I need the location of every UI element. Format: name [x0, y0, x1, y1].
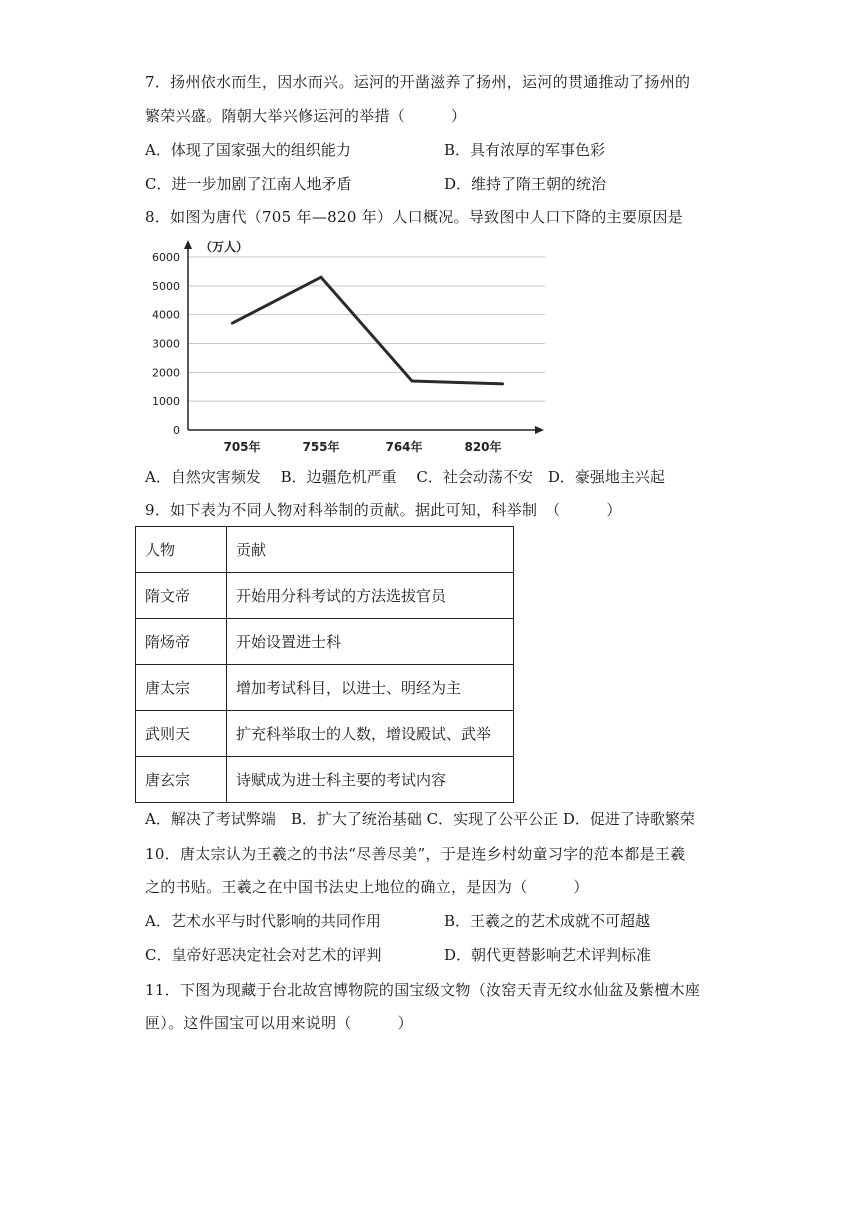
q11-stem-line1: 11．下图为现藏于台北故宫博物院的国宝级文物（汝窑天青无纹水仙盆及紫檀木座	[145, 981, 701, 999]
table-header-row	[136, 527, 514, 573]
x-tick-label: 705年	[223, 440, 261, 454]
chart-axes	[184, 240, 544, 434]
q7-option-d: D．维持了隋王朝的统治	[444, 175, 607, 193]
table-cell-person: 唐玄宗	[136, 757, 227, 803]
data-point	[411, 380, 413, 382]
table-header-contribution: 贡献	[227, 527, 514, 573]
q9-stem: 9．如下表为不同人物对科举制的贡献。据此可知，科举制 （ ）	[145, 501, 622, 519]
q8-options: A．自然灾害频发 B．边疆危机严重 C．社会动荡不安 D．豪强地主兴起	[145, 468, 665, 486]
table-row	[136, 665, 514, 711]
x-axis-arrow-icon	[535, 426, 544, 434]
table-header-person: 人物	[136, 527, 227, 573]
y-tick-label: 6000	[152, 251, 180, 264]
y-tick-label: 2000	[152, 366, 180, 380]
y-tick-label: 4000	[152, 308, 180, 322]
data-point	[231, 322, 233, 324]
x-tick-label: 764年	[385, 440, 423, 454]
y-tick-label: 5000	[152, 279, 180, 293]
q9-options: A．解决了考试弊端 B．扩大了统治基础 C．实现了公平公正 D．促进了诗歌繁荣	[145, 810, 695, 828]
q10-option-d: D．朝代更替影响艺术评判标准	[444, 946, 652, 964]
population-line-chart	[152, 234, 560, 464]
table-cell-contribution: 扩充科举取士的人数，增设殿试、武举	[227, 711, 514, 757]
table-cell-person: 隋炀帝	[136, 619, 227, 665]
population-line	[232, 277, 503, 384]
data-point	[502, 383, 504, 385]
table-row	[136, 757, 514, 803]
x-tick-label: 755年	[302, 440, 340, 454]
population-series	[231, 276, 504, 385]
table-cell-person: 隋文帝	[136, 573, 227, 619]
q8-stem: 8．如图为唐代（705 年—820 年）人口概况。导致图中人口下降的主要原因是	[145, 208, 684, 226]
contributions-table	[135, 526, 514, 803]
q10-stem-line1: 10．唐太宗认为王羲之的书法“尽善尽美”，于是连乡村幼童习字的范本都是王羲	[145, 845, 686, 863]
q7-option-b: B．具有浓厚的军事色彩	[444, 141, 606, 159]
q10-stem-line2: 之的书贴。王羲之在中国书法史上地位的确立，是因为（ ）	[145, 878, 589, 896]
q7-stem-line1: 7．扬州依水而生，因水而兴。运河的开凿滋养了扬州，运河的贯通推动了扬州的	[145, 73, 691, 91]
q10-option-c: C．皇帝好恶决定社会对艺术的评判	[145, 946, 382, 964]
y-tick-label: 3000	[152, 337, 180, 351]
y-axis-arrow-icon	[184, 240, 192, 249]
table-cell-contribution: 诗赋成为进士科主要的考试内容	[227, 757, 514, 803]
y-axis-unit-label: （万人）	[200, 240, 249, 254]
table-cell-contribution: 增加考试科目，以进士、明经为主	[227, 665, 514, 711]
table-row	[136, 573, 514, 619]
table-cell-contribution: 开始设置进士科	[227, 619, 514, 665]
y-tick-label: 1000	[152, 395, 180, 409]
x-tick-label: 820年	[464, 440, 502, 454]
q10-option-b: B．王羲之的艺术成就不可超越	[444, 912, 651, 930]
y-tick-labels	[152, 251, 180, 437]
q7-stem-line2: 繁荣兴盛。隋朝大举兴修运河的举措（ ）	[145, 107, 467, 125]
q7-option-c: C．进一步加剧了江南人地矛盾	[145, 175, 352, 193]
q10-option-a: A．艺术水平与时代影响的共同作用	[145, 912, 381, 930]
q7-option-a: A．体现了国家强大的组织能力	[145, 141, 351, 159]
q11-stem-line2: 匣）。这件国宝可以用来说明（ ）	[145, 1014, 413, 1032]
table-cell-person: 武则天	[136, 711, 227, 757]
x-tick-labels	[223, 439, 501, 454]
table-row	[136, 711, 514, 757]
table-row	[136, 619, 514, 665]
table-cell-contribution: 开始用分科考试的方法选拔官员	[227, 573, 514, 619]
data-point	[320, 276, 322, 278]
table-cell-person: 唐太宗	[136, 665, 227, 711]
y-tick-label: 0	[173, 424, 180, 437]
